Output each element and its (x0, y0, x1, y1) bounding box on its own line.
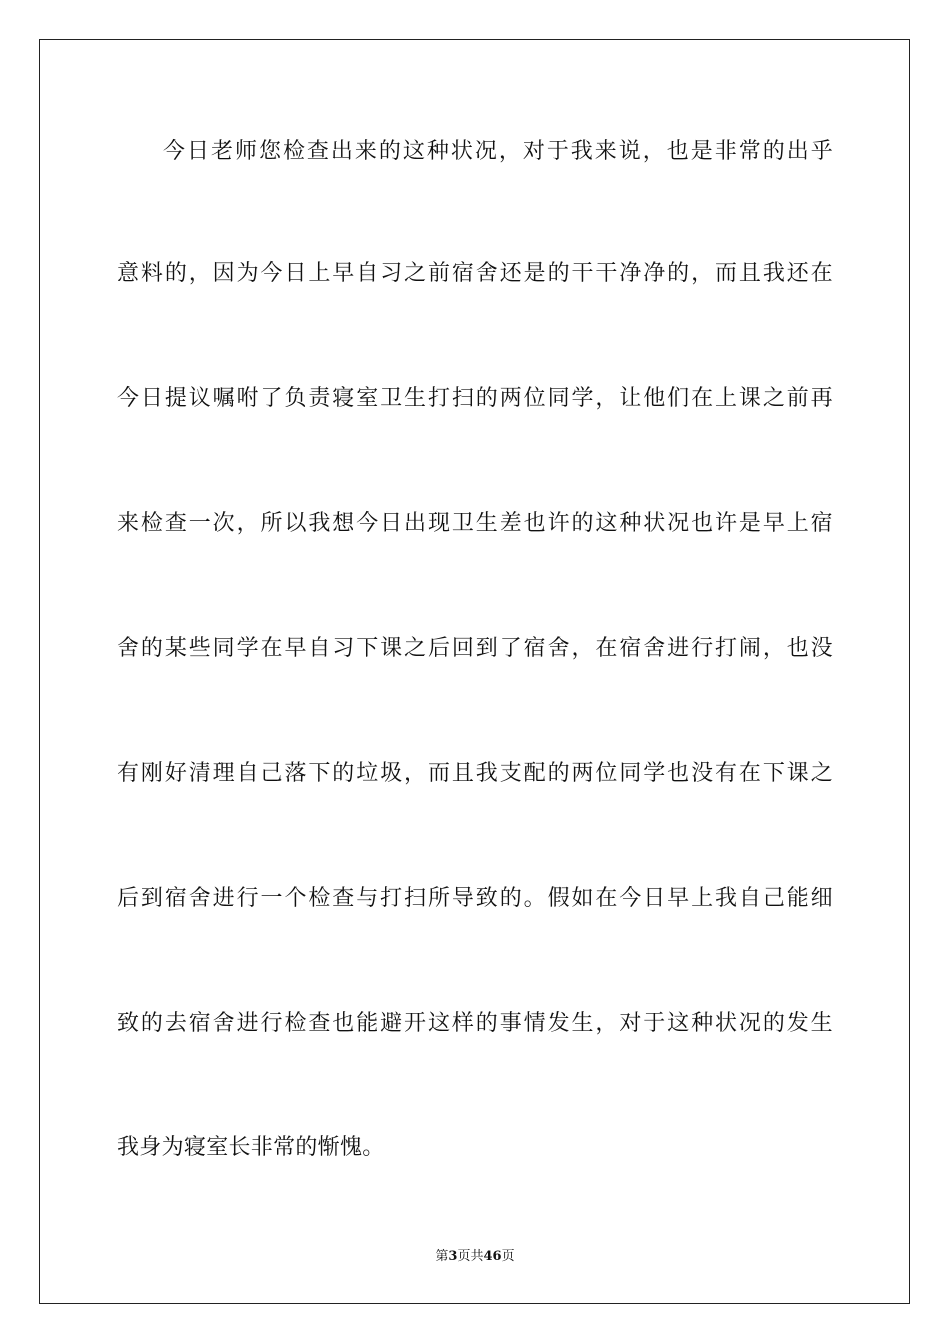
total-suffix: 页 (501, 1249, 515, 1264)
page-suffix: 页 (457, 1249, 471, 1264)
paragraph-line-3: 今日提议嘱咐了负责寝室卫生打扫的两位同学，让他们在上课之前再 (117, 386, 833, 411)
paragraph-line-7: 后到宿舍进行一个检查与打扫所导致的。假如在今日早上我自己能细 (117, 886, 833, 911)
paragraph-line-8: 致的去宿舍进行检查也能避开这样的事情发生，对于这种状况的发生 (117, 1011, 833, 1036)
page-number: 3 (448, 1249, 458, 1264)
paragraph-line-1: 今日老师您检查出来的这种状况，对于我来说，也是非常的出乎 (163, 139, 833, 164)
paragraph-line-9: 我身为寝室长非常的惭愧。 (117, 1135, 385, 1160)
total-pages: 46 (483, 1249, 502, 1264)
page-footer (0, 1248, 950, 1266)
paragraph-line-2: 意料的，因为今日上早自习之前宿舍还是的干干净净的，而且我还在 (117, 261, 833, 286)
paragraph-line-6: 有刚好清理自己落下的垃圾，而且我支配的两位同学也没有在下课之 (117, 761, 833, 786)
paragraph-line-4: 来检查一次，所以我想今日出现卫生差也许的这种状况也许是早上宿 (117, 511, 833, 536)
paragraph-line-5: 舍的某些同学在早自习下课之后回到了宿舍，在宿舍进行打闹，也没 (117, 636, 833, 661)
page-border (39, 39, 910, 1304)
page-prefix: 第 (435, 1249, 449, 1264)
total-prefix: 共 (470, 1249, 484, 1264)
